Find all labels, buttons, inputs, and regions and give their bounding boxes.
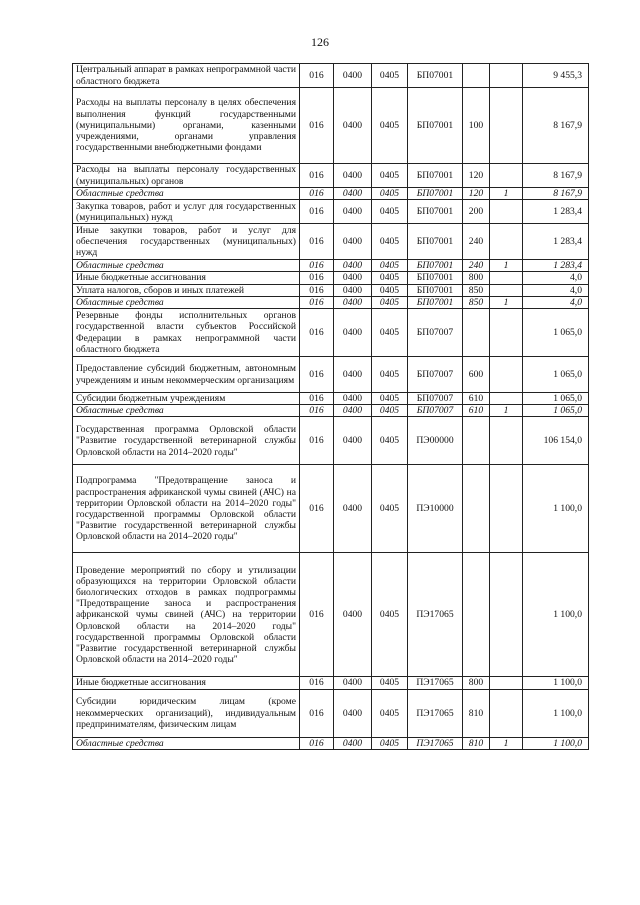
table-row: Субсидии бюджетным учреждениям 016 0400 0405 БП07007 610 1 065,0 <box>73 393 589 405</box>
row-sum: 4,0 <box>523 284 589 296</box>
row-sum: 1 100,0 <box>523 737 589 749</box>
row-name: Подпрограмма "Предотвращение заноса и распространения африканской чумы свиней (АЧС) на территории Орловской области на 2014–2020 годы" государственной программы Орловской области "Развитие государственной ветеринарной службы Орловской области на 2014–2020 годы" <box>73 465 300 553</box>
row-sum: 1 065,0 <box>523 393 589 405</box>
row-name: Областные средства <box>73 405 300 417</box>
row-sum: 106 154,0 <box>523 417 589 465</box>
row-name: Иные бюджетные ассигнования <box>73 677 300 689</box>
row-sum: 1 065,0 <box>523 405 589 417</box>
row-name: Уплата налогов, сборов и иных платежей <box>73 284 300 296</box>
row-name: Областные средства <box>73 260 300 272</box>
row-name: Областные средства <box>73 296 300 308</box>
table-row: Областные средства 016 0400 0405 БП07001 850 1 4,0 <box>73 296 589 308</box>
table-row: Иные бюджетные ассигнования 016 0400 0405 ПЭ17065 800 1 100,0 <box>73 677 589 689</box>
page-number: 126 <box>311 35 329 49</box>
row-name: Иные закупки товаров, работ и услуг для обеспечения государственных (муниципальных) нужд <box>73 224 300 260</box>
row-sum: 1 100,0 <box>523 677 589 689</box>
row-sum: 1 283,4 <box>523 200 589 224</box>
table-row: Областные средства 016 0400 0405 БП07001 240 1 1 283,4 <box>73 260 589 272</box>
row-sum: 8 167,9 <box>523 164 589 188</box>
row-name: Предоставление субсидий бюджетным, автономным учреждениям и иным некоммерческим организациям <box>73 357 300 393</box>
table-row: Подпрограмма "Предотвращение заноса и распространения африканской чумы свиней (АЧС) на территории Орловской области на 2014–2020 годы" государственной программы Орловской области "Развитие государственной ветеринарной службы Орловской области на 2014–2020 годы" 016 0400 0405 ПЭ10000 1 100,0 <box>73 465 589 553</box>
row-name: Проведение мероприятий по сбору и утилизации образующихся на территории Орловской области биологических отходов в рамках подпрограммы "Предотвращение заноса и распространения африканской чумы свиней (АЧС) на территории Орловской области на 2014–2020 годы" государственной программы Орловской области "Развитие государственной ветеринарной службы Орловской области на 2014–2020 годы" <box>73 553 300 677</box>
table-row: Иные бюджетные ассигнования 016 0400 0405 БП07001 800 4,0 <box>73 272 589 284</box>
row-name: Расходы на выплаты персоналу государственных (муниципальных) органов <box>73 164 300 188</box>
row-sum: 8 167,9 <box>523 88 589 164</box>
row-name: Иные бюджетные ассигнования <box>73 272 300 284</box>
table-row: Областные средства 016 0400 0405 ПЭ17065 810 1 1 100,0 <box>73 737 589 749</box>
row-name: Областные средства <box>73 188 300 200</box>
table-row: Иные закупки товаров, работ и услуг для обеспечения государственных (муниципальных) нужд 016 0400 0405 БП07001 240 1 283,4 <box>73 224 589 260</box>
row-name: Резервные фонды исполнительных органов государственной власти субъектов Российской Федерации в рамках непрограммной части областного бюджета <box>73 309 300 357</box>
table-row: Субсидии юридическим лицам (кроме некоммерческих организаций), индивидуальным предпринимателям, физическим лицам 016 0400 0405 ПЭ17065 810 1 100,0 <box>73 689 589 737</box>
row-name: Субсидии бюджетным учреждениям <box>73 393 300 405</box>
table-row: Областные средства 016 0400 0405 БП07001 120 1 8 167,9 <box>73 188 589 200</box>
table-row: Проведение мероприятий по сбору и утилизации образующихся на территории Орловской области биологических отходов в рамках подпрограммы "Предотвращение заноса и распространения африканской чумы свиней (АЧС) на территории Орловской области на 2014–2020 годы" государственной программы Орловской области "Развитие государственной ветеринарной службы Орловской области на 2014–2020 годы" 016 0400 0405 ПЭ17065 1 100,0 <box>73 553 589 677</box>
budget-table <box>72 63 589 750</box>
row-name: Субсидии юридическим лицам (кроме некоммерческих организаций), индивидуальным предпринимателям, физическим лицам <box>73 689 300 737</box>
row-sum: 1 100,0 <box>523 465 589 553</box>
row-sum: 1 065,0 <box>523 309 589 357</box>
row-name: Закупка товаров, работ и услуг для государственных (муниципальных) нужд <box>73 200 300 224</box>
table-row: Расходы на выплаты персоналу в целях обеспечения выполнения функций государственными (муниципальными) органами, казенными учреждениями, органами управления государственными внебюджетными фондами 016 0400 0405 БП07001 100 8 167,9 <box>73 88 589 164</box>
row-name: Центральный аппарат в рамках непрограммной части областного бюджета <box>73 64 300 88</box>
row-sum: 1 283,4 <box>523 224 589 260</box>
row-sum: 9 455,3 <box>523 64 589 88</box>
row-name: Областные средства <box>73 737 300 749</box>
row-sum: 1 100,0 <box>523 689 589 737</box>
row-sum: 8 167,9 <box>523 188 589 200</box>
row-name: Расходы на выплаты персоналу в целях обеспечения выполнения функций государственными (муниципальными) органами, казенными учреждениями, органами управления государственными внебюджетными фондами <box>73 88 300 164</box>
table-row: Областные средства 016 0400 0405 БП07007 610 1 1 065,0 <box>73 405 589 417</box>
table-row: Резервные фонды исполнительных органов государственной власти субъектов Российской Федерации в рамках непрограммной части областного бюджета 016 0400 0405 БП07007 1 065,0 <box>73 309 589 357</box>
row-sum: 1 283,4 <box>523 260 589 272</box>
row-sum: 4,0 <box>523 296 589 308</box>
row-sum: 1 100,0 <box>523 553 589 677</box>
table-row: Центральный аппарат в рамках непрограммной части областного бюджета 016 0400 0405 БП07001 9 455,3 <box>73 64 589 88</box>
table-row: Государственная программа Орловской области "Развитие государственной ветеринарной службы Орловской области на 2014–2020 годы" 016 0400 0405 ПЭ00000 106 154,0 <box>73 417 589 465</box>
row-sum: 1 065,0 <box>523 357 589 393</box>
table-row: Предоставление субсидий бюджетным, автономным учреждениям и иным некоммерческим организациям 016 0400 0405 БП07007 600 1 065,0 <box>73 357 589 393</box>
table-row: Закупка товаров, работ и услуг для государственных (муниципальных) нужд 016 0400 0405 БП07001 200 1 283,4 <box>73 200 589 224</box>
table-row: Расходы на выплаты персоналу государственных (муниципальных) органов 016 0400 0405 БП07001 120 8 167,9 <box>73 164 589 188</box>
row-sum: 4,0 <box>523 272 589 284</box>
row-name: Государственная программа Орловской области "Развитие государственной ветеринарной службы Орловской области на 2014–2020 годы" <box>73 417 300 465</box>
table-row: Уплата налогов, сборов и иных платежей 016 0400 0405 БП07001 850 4,0 <box>73 284 589 296</box>
